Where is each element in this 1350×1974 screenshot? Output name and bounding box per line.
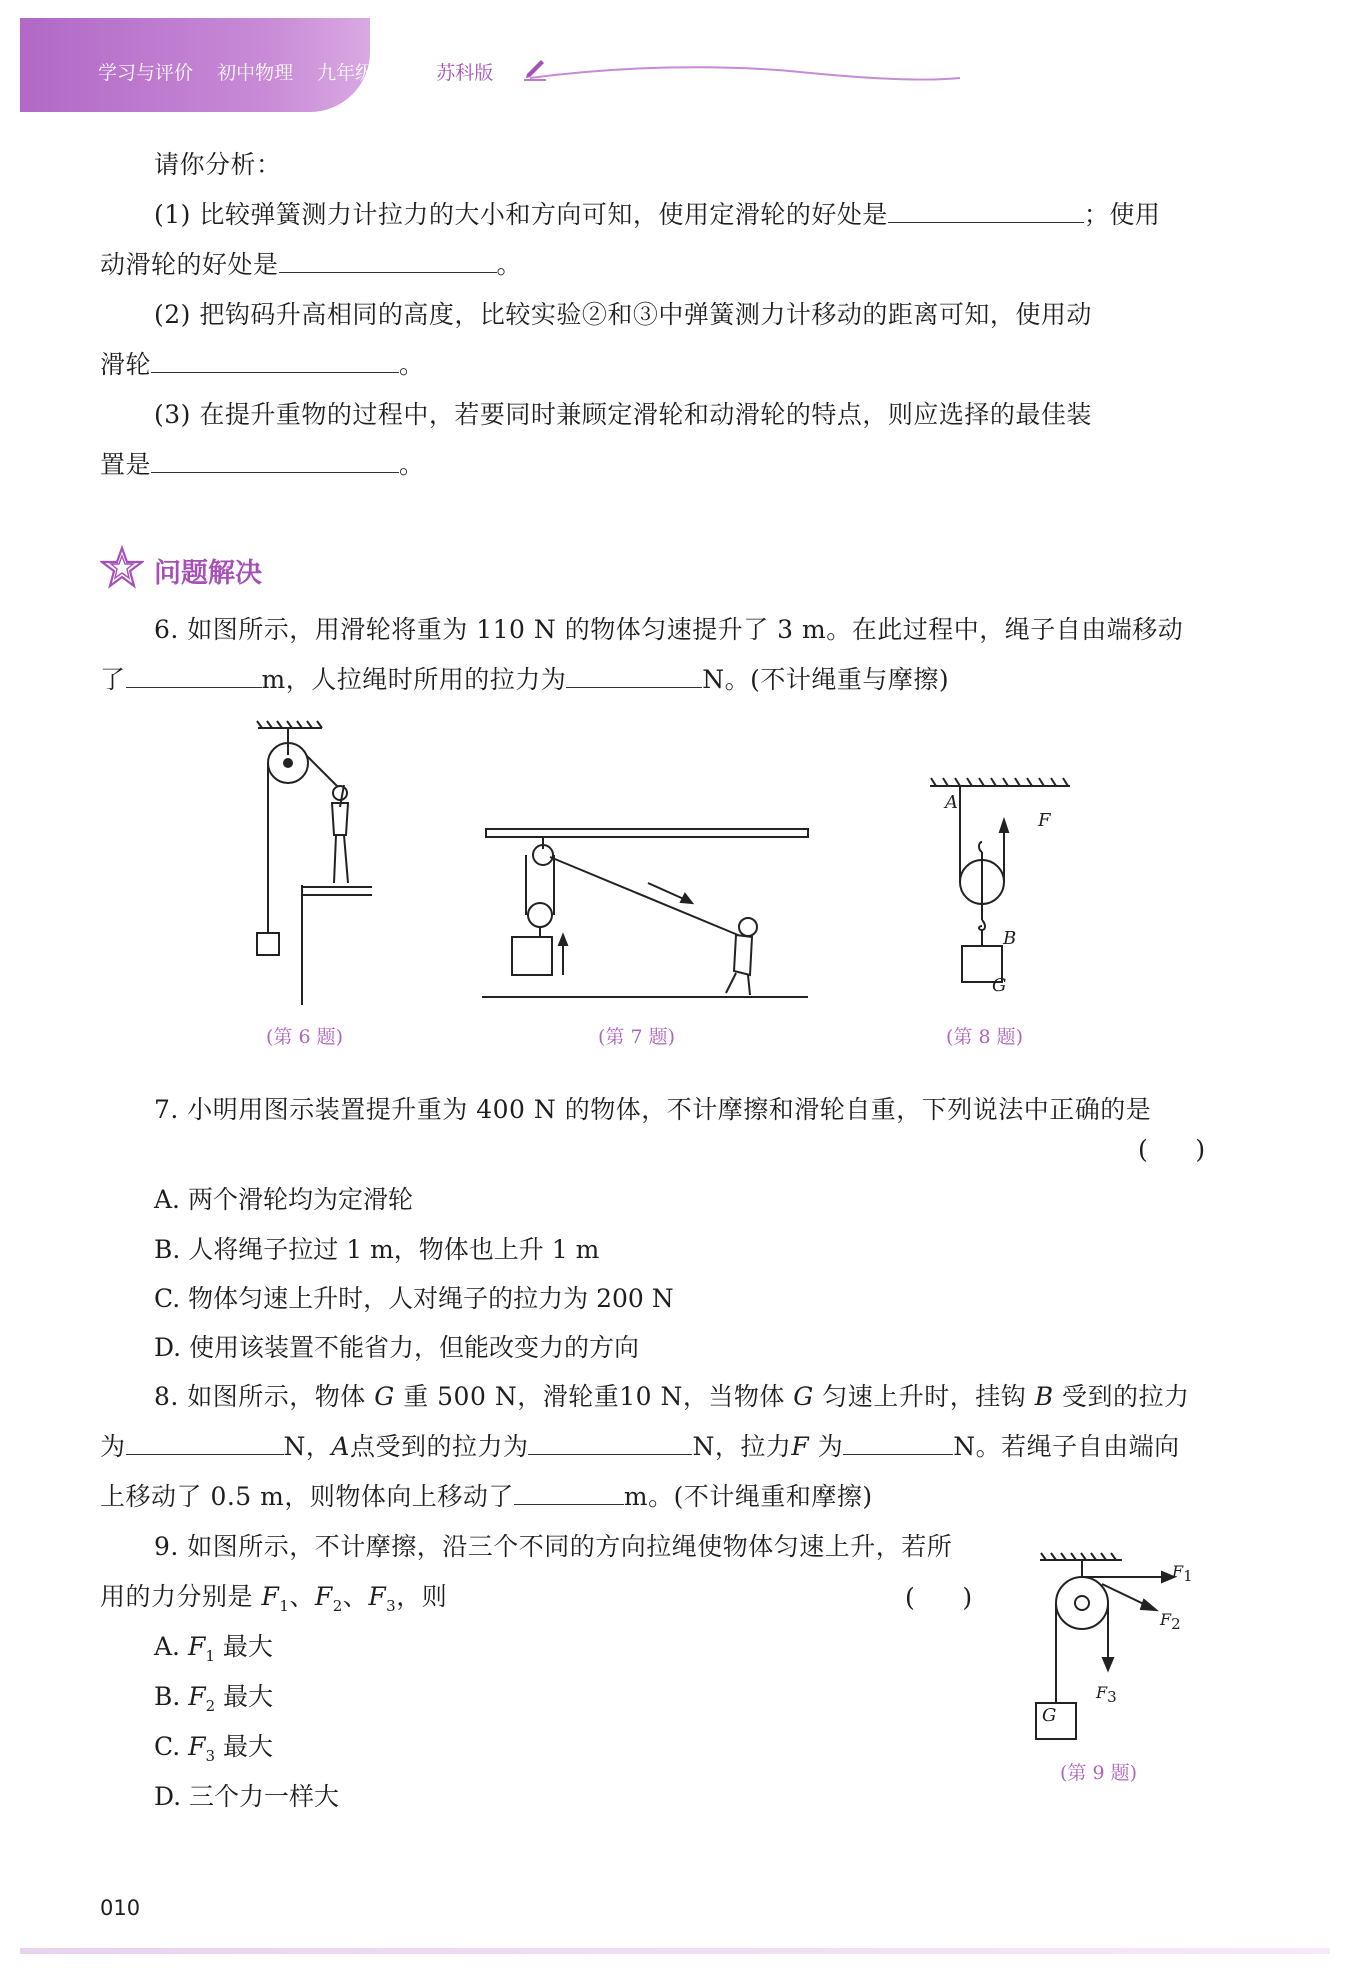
q9-sub: 2 [332,1597,343,1615]
q7-stem: 7. 小明用图示装置提升重为 400 N 的物体，不计摩擦和滑轮自重，下列说法中正确的是 [154,1095,1152,1124]
q9-f: F [261,1582,280,1611]
fig9-f: F [1160,1610,1172,1629]
q9-f: F [368,1582,387,1611]
q9-answer-paren[interactable]: ( ) [905,1583,973,1612]
header-grade: 九年级上册 [317,62,413,84]
q8-text6: N， [283,1432,332,1461]
fig8-label-g: G [992,975,1007,996]
analysis-q2-text: 滑轮 [100,350,152,379]
q8-text12: m。(不计绳重和摩擦) [623,1482,873,1511]
section-title-text: 问题解决 [154,558,262,589]
caption-fig9: (第 9 题) [1060,1762,1137,1784]
answer-blank[interactable] [151,346,399,373]
q8-var-g: G [374,1382,395,1411]
analysis-q1 [100,190,1225,240]
fig9-label-f2 [1160,1610,1181,1633]
q9-sep: 、 [342,1582,369,1611]
header-text [98,58,511,85]
q9-f: F [188,1732,206,1761]
page-number: 010 [100,1896,141,1920]
q9-opt-letter: B. [154,1682,181,1711]
fig8-label-b: B [1003,928,1017,949]
answer-blank[interactable] [126,661,262,688]
q9-f: F [314,1582,333,1611]
footer-line [20,1948,1330,1954]
q8-text10: N。若绳子自由端向 [953,1432,1180,1461]
star-icon [100,545,144,589]
caption-fig8: (第 8 题) [946,1026,1023,1048]
answer-blank[interactable] [566,661,702,688]
q6-text3: N。(不计绳重与摩擦) [702,665,950,694]
analysis-intro: 请你分析： [154,150,282,179]
q9-sub: 1 [279,1597,290,1615]
q8-var-b: B [1034,1382,1054,1411]
q9-opt-letter: C. [154,1732,181,1761]
q9-sep: 、 [289,1582,315,1611]
q9-option-d[interactable]: D. 三个力一样大 [154,1782,340,1811]
q9-f: F [187,1632,206,1661]
answer-blank[interactable] [514,1478,624,1505]
analysis-q1-text3: 动滑轮的好处是 [100,250,279,279]
figure-7 [478,815,818,1015]
q7-option-c[interactable]: C. 物体匀速上升时，人对绳子的拉力为 200 N [154,1284,674,1313]
figure-6 [240,715,390,1005]
q9-opt-text: 最大 [223,1732,274,1761]
header-series: 学习与评价 [98,62,194,84]
q8-text9: 为 [817,1432,844,1461]
q8-var-g2: G [793,1382,814,1411]
analysis-q3-cont [100,440,1225,490]
q7-option-d[interactable]: D. 使用该装置不能省力，但能改变力的方向 [154,1333,640,1362]
q9-sub: 1 [205,1647,215,1665]
q8-text8: N，拉力 [692,1432,792,1461]
analysis-q2-cont [100,340,1225,390]
q6-text: 了 [100,665,126,694]
q8-text7: 点受到的拉力为 [349,1432,529,1461]
fig8-label-f: F [1038,810,1051,831]
header-subject: 初中物理 [217,62,294,84]
q9-text: 用的力分别是 [100,1582,254,1611]
analysis-q2: (2) 把钩码升高相同的高度，比较实验②和③中弹簧测力计移动的距离可知，使用动 [154,300,1092,329]
answer-blank[interactable] [151,446,399,473]
answer-blank[interactable] [126,1428,284,1455]
analysis-q1-text: (1) 比较弹簧测力计拉力的大小和方向可知，使用定滑轮的好处是 [154,200,888,229]
analysis-q3: (3) 在提升重物的过程中，若要同时兼顾定滑轮和动滑轮的特点，则应选择的最佳装 [154,400,1092,429]
q9-sub: 3 [205,1747,216,1765]
q8-line1 [100,1372,1225,1422]
q9-text2: ，则 [396,1582,448,1611]
q9-line1: 9. 如图所示，不计摩擦，沿三个不同的方向拉绳使物体匀速上升，若所 [154,1532,953,1561]
caption-fig6: (第 6 题) [266,1026,343,1048]
q9-opt-text: 最大 [222,1632,273,1661]
q9-sub: 2 [205,1697,216,1715]
analysis-q1-cont [100,240,1225,290]
q6-line2 [100,655,1225,705]
fig9-label-g: G [1042,1705,1057,1726]
q8-line2 [100,1422,1225,1472]
answer-blank[interactable] [279,246,497,273]
pencil-icon [522,56,548,82]
period: 。 [399,450,425,479]
answer-blank[interactable] [843,1428,953,1455]
caption-fig7: (第 7 题) [598,1026,675,1048]
fig9-label-f1 [1172,1562,1193,1585]
fig9-sub: 2 [1171,1615,1181,1634]
answer-blank[interactable] [528,1428,692,1455]
q6-line1: 6. 如图所示，用滑轮将重为 110 N 的物体匀速提升了 3 m。在此过程中，绳子自由端移动 [154,615,1184,644]
q9-sub: 3 [386,1597,397,1615]
q8-text: 8. 如图所示，物体 [154,1382,366,1411]
fig9-sub: 3 [1107,1688,1117,1707]
q8-text5: 为 [100,1432,126,1461]
fig8-label-a: A [945,792,958,813]
answer-blank[interactable] [888,196,1084,223]
q8-var-a: A [331,1432,350,1461]
fig9-f: F [1172,1562,1184,1581]
fig9-f: F [1096,1683,1108,1702]
period: 。 [399,350,425,379]
header-edition: 苏科版 [436,62,494,84]
q8-line3 [100,1472,1225,1522]
q8-text2: 重 500 N，滑轮重10 N，当物体 [403,1382,785,1411]
q8-text11: 上移动了 0.5 m，则物体向上移动了 [100,1482,514,1511]
fig9-label-f3 [1096,1683,1117,1706]
analysis-q3-text: 置是 [100,450,152,479]
analysis-q1-text2: ；使用 [1083,200,1161,229]
q8-text3: 匀速上升时，挂钩 [822,1382,1027,1411]
q6-text2: m，人拉绳时所用的拉力为 [261,665,567,694]
q7-answer-paren[interactable]: ( ) [1138,1135,1206,1164]
q7-option-a[interactable]: A. 两个滑轮均为定滑轮 [154,1185,413,1214]
q9-f: F [188,1682,206,1711]
period: 。 [496,250,523,279]
q7-option-b[interactable]: B. 人将绳子拉过 1 m，物体也上升 1 m [154,1235,600,1264]
q9-opt-letter: A. [154,1632,181,1661]
q9-opt-text: 最大 [223,1682,274,1711]
q8-text4: 受到的拉力 [1062,1382,1190,1411]
q8-var-f: F [791,1432,810,1461]
fig9-sub: 1 [1183,1567,1193,1586]
